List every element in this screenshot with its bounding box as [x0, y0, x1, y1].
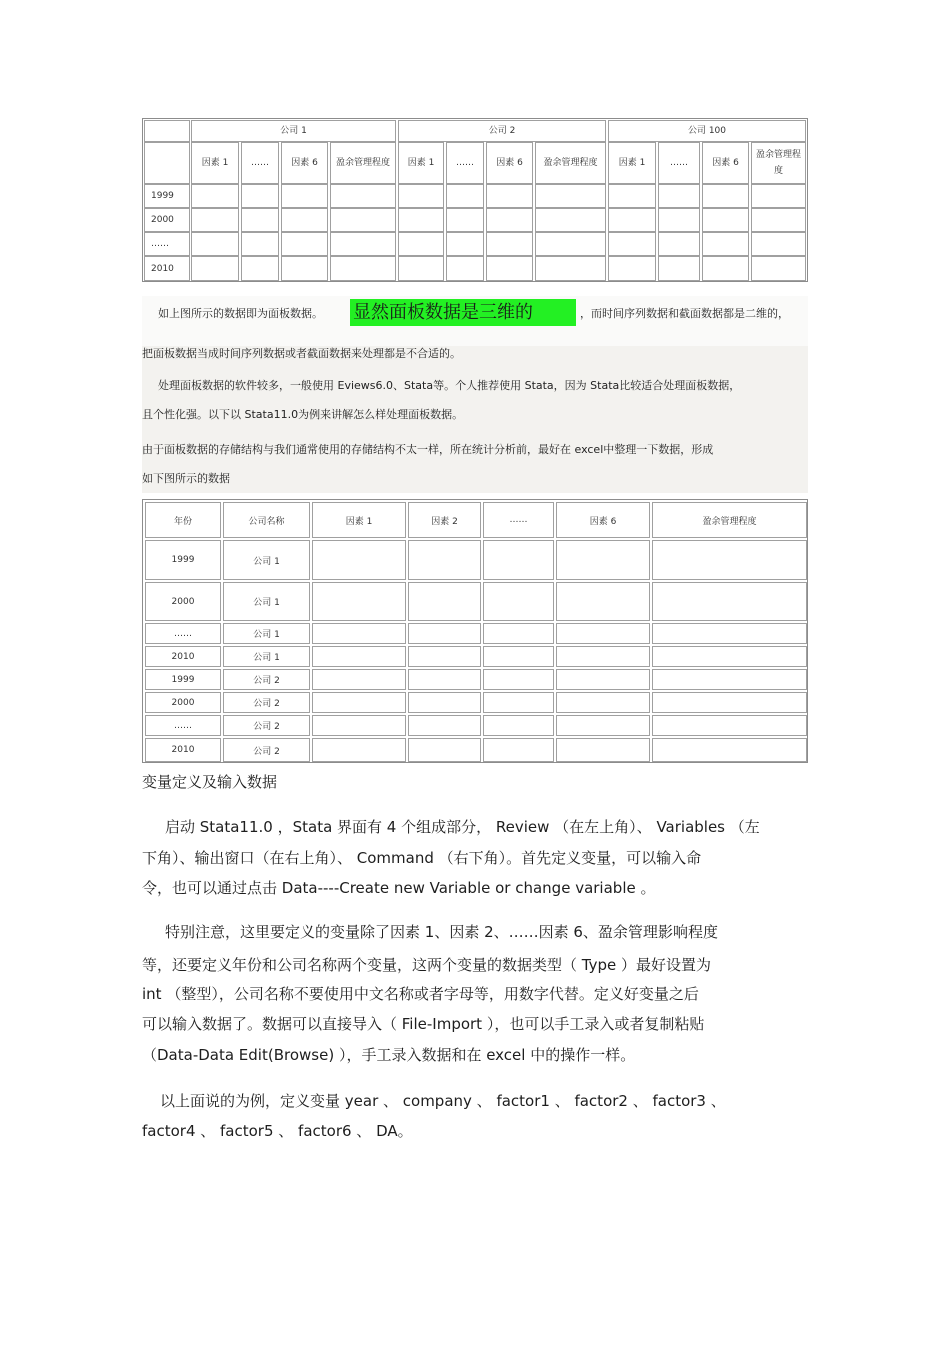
corner-cell: [144, 142, 190, 184]
table-cell: [702, 256, 749, 281]
table-cell: [483, 540, 554, 580]
column-header: 盈余管理程度: [652, 502, 807, 538]
table-cell: [652, 623, 807, 644]
column-header: ……: [483, 502, 554, 538]
factor-header: 因素 1: [608, 142, 656, 184]
text-line-1-right: ，而时间序列数据和截面数据都是二维的，: [580, 307, 789, 320]
company-cell: 公司 1: [223, 646, 310, 667]
table-cell: [486, 208, 533, 232]
para3-line2: factor4 、 factor5 、 factor6 、 DA。: [142, 1122, 413, 1140]
table-cell: [398, 232, 444, 256]
table-cell: [312, 646, 406, 667]
table-cell: [652, 715, 807, 736]
table-cell: [312, 738, 406, 762]
table-cell: [535, 184, 606, 208]
year-cell: ……: [144, 232, 190, 256]
table-cell: [608, 256, 656, 281]
factor-header: 因素 6: [281, 142, 328, 184]
column-header: 因素 2: [408, 502, 481, 538]
factor-header: ……: [241, 142, 279, 184]
factor-header: 盈余管理程度: [535, 142, 606, 184]
para2-line2: 等，还要定义年份和公司名称两个变量，这两个变量的数据类型（ Type ）最好设置为: [142, 956, 711, 974]
table-cell: [408, 540, 481, 580]
table-cell: [556, 582, 650, 621]
company-cell: 公司 1: [223, 582, 310, 621]
table-cell: [652, 540, 807, 580]
company-cell: 公司 2: [223, 669, 310, 690]
company-header: 公司 2: [398, 120, 606, 142]
year-cell: 2000: [145, 582, 221, 621]
column-header: 年份: [145, 502, 221, 538]
year-cell: 1999: [144, 184, 190, 208]
para2-line1: 特别注意，这里要定义的变量除了因素 1、因素 2、……因素 6、盈余管理影响程度: [165, 923, 718, 941]
factor-header: 因素 6: [702, 142, 749, 184]
corner-cell: [144, 120, 190, 142]
para2-line4: 可以输入数据了。数据可以直接导入（ File-Import ），也可以手工录入或者复制粘贴: [142, 1015, 705, 1033]
factor-header: 盈余管理程度: [751, 142, 806, 184]
table-cell: [658, 232, 700, 256]
table-cell: [658, 208, 700, 232]
table-cell: [652, 738, 807, 762]
table-cell: [398, 184, 444, 208]
panel-table-long: [142, 499, 808, 763]
table-cell: [446, 232, 484, 256]
table-cell: [556, 540, 650, 580]
table-cell: [608, 232, 656, 256]
table-cell: [751, 208, 806, 232]
year-cell: ……: [145, 715, 221, 736]
para3-line1: 以上面说的为例，定义变量 year 、 company 、 factor1 、 factor2 、 factor3 、: [160, 1092, 726, 1110]
table-cell: [191, 184, 239, 208]
column-header: 因素 1: [312, 502, 406, 538]
table-cell: [330, 208, 396, 232]
table-cell: [608, 184, 656, 208]
table-cell: [751, 256, 806, 281]
panel-table-wide: [142, 118, 808, 282]
table-cell: [312, 692, 406, 713]
table-cell: [408, 715, 481, 736]
table-cell: [751, 184, 806, 208]
company-cell: 公司 2: [223, 692, 310, 713]
table-cell: [408, 646, 481, 667]
company-header: 公司 1: [191, 120, 396, 142]
table-cell: [486, 184, 533, 208]
company-cell: 公司 1: [223, 540, 310, 580]
table-cell: [608, 208, 656, 232]
year-cell: 2010: [145, 646, 221, 667]
table-cell: [702, 184, 749, 208]
factor-header: ……: [446, 142, 484, 184]
table-cell: [446, 208, 484, 232]
year-cell: 2010: [145, 738, 221, 762]
table-cell: [446, 256, 484, 281]
para2-line5: （Data-Data Edit(Browse) ），手工录入数据和在 excel 中的操作一样。: [142, 1046, 636, 1064]
text-line-6: 如下图所示的数据: [142, 472, 230, 485]
table-cell: [312, 669, 406, 690]
table-cell: [191, 232, 239, 256]
table-cell: [241, 184, 279, 208]
factor-header: 因素 1: [398, 142, 444, 184]
table-cell: [535, 232, 606, 256]
year-cell: 1999: [145, 540, 221, 580]
text-line-1-left: 如上图所示的数据即为面板数据。: [158, 307, 323, 320]
para2-line3: int （整型），公司名称不要使用中文名称或者字母等，用数字代替。定义好变量之后: [142, 985, 699, 1003]
table-cell: [281, 184, 328, 208]
table-cell: [556, 692, 650, 713]
table-cell: [486, 232, 533, 256]
table-cell: [281, 256, 328, 281]
para1-line2: 下角）、输出窗口（在右上角）、 Command （右下角）。首先定义变量，可以输入命: [142, 849, 702, 867]
year-cell: 2000: [144, 208, 190, 232]
factor-header: 因素 6: [486, 142, 533, 184]
table-cell: [556, 669, 650, 690]
table-cell: [330, 256, 396, 281]
table-cell: [483, 623, 554, 644]
table-cell: [658, 184, 700, 208]
para1-line1: 启动 Stata11.0 ，Stata 界面有 4 个组成部分， Review （在左上角）、 Variables （左: [165, 818, 760, 836]
company-header: 公司 100: [608, 120, 806, 142]
table-cell: [652, 692, 807, 713]
table-cell: [408, 582, 481, 621]
table-cell: [556, 623, 650, 644]
table-cell: [191, 256, 239, 281]
table-cell: [312, 582, 406, 621]
table-cell: [241, 256, 279, 281]
text-line-5: 由于面板数据的存储结构与我们通常使用的存储结构不太一样，所在统计分析前，最好在 excel中整理一下数据，形成: [142, 443, 714, 456]
factor-header: 盈余管理程度: [330, 142, 396, 184]
column-header: 因素 6: [556, 502, 650, 538]
company-cell: 公司 2: [223, 715, 310, 736]
table-cell: [483, 692, 554, 713]
factor-header: 因素 1: [191, 142, 239, 184]
year-cell: 1999: [145, 669, 221, 690]
table-cell: [330, 184, 396, 208]
para1-line3: 令，也可以通过点击 Data----Create new Variable or change variable 。: [142, 879, 656, 897]
table-cell: [556, 646, 650, 667]
table-cell: [556, 738, 650, 762]
table-cell: [312, 540, 406, 580]
table-cell: [398, 208, 444, 232]
table-cell: [408, 623, 481, 644]
table-cell: [702, 232, 749, 256]
table-cell: [658, 256, 700, 281]
company-cell: 公司 2: [223, 738, 310, 762]
table-cell: [652, 669, 807, 690]
table-cell: [312, 623, 406, 644]
table-cell: [535, 256, 606, 281]
table-cell: [446, 184, 484, 208]
section-heading: 变量定义及输入数据: [142, 773, 278, 791]
table-cell: [483, 646, 554, 667]
table-cell: [281, 208, 328, 232]
table-cell: [241, 232, 279, 256]
table-cell: [483, 715, 554, 736]
table-cell: [483, 669, 554, 690]
highlight-three-dimensional: 显然面板数据是三维的: [350, 299, 576, 326]
text-line-2: 把面板数据当成时间序列数据或者截面数据来处理都是不合适的。: [142, 347, 461, 360]
table-cell: [408, 669, 481, 690]
table-cell: [652, 646, 807, 667]
text-line-4: 且个性化强。以下以 Stata11.0为例来讲解怎么样处理面板数据。: [142, 408, 464, 421]
table-cell: [483, 738, 554, 762]
year-cell: 2010: [144, 256, 190, 281]
table-cell: [330, 232, 396, 256]
table-cell: [191, 208, 239, 232]
table-cell: [652, 582, 807, 621]
table-cell: [408, 692, 481, 713]
table-cell: [702, 208, 749, 232]
year-cell: 2000: [145, 692, 221, 713]
table-cell: [241, 208, 279, 232]
year-cell: ……: [145, 623, 221, 644]
table-cell: [751, 232, 806, 256]
table-cell: [535, 208, 606, 232]
table-cell: [398, 256, 444, 281]
table-cell: [281, 232, 328, 256]
table-cell: [486, 256, 533, 281]
factor-header: ……: [658, 142, 700, 184]
table-cell: [556, 715, 650, 736]
text-line-3: 处理面板数据的软件较多，一般使用 Eviews6.0、Stata等。个人推荐使用 Stata，因为 Stata比较适合处理面板数据，: [158, 379, 741, 392]
table-cell: [312, 715, 406, 736]
column-header: 公司名称: [223, 502, 310, 538]
company-cell: 公司 1: [223, 623, 310, 644]
table-cell: [483, 582, 554, 621]
table-cell: [408, 738, 481, 762]
